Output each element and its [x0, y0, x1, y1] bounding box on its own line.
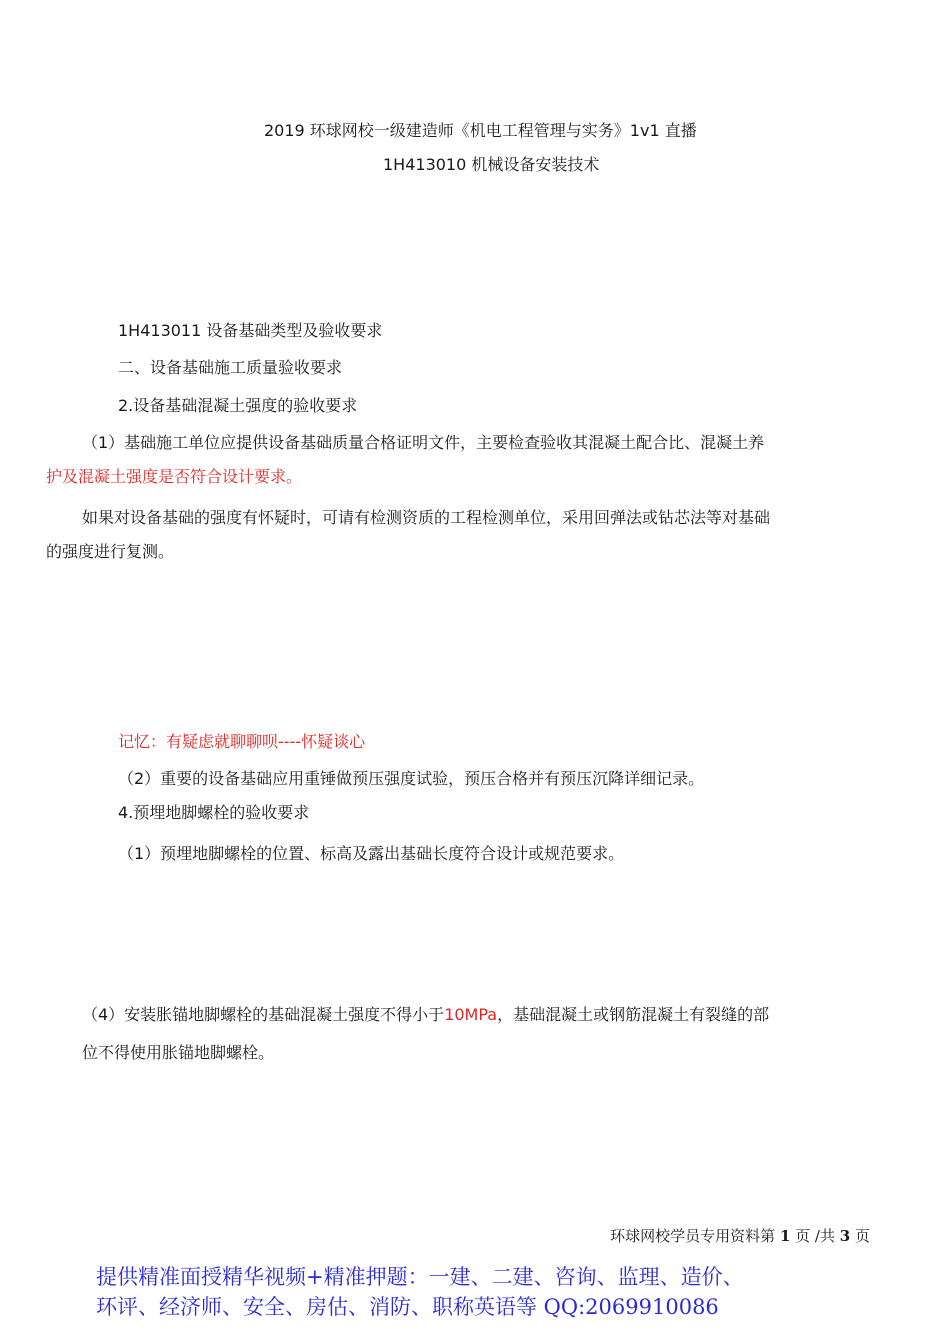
strength-value-highlight: 10MPa [444, 1005, 498, 1024]
paragraph-4: （1）预埋地脚螺栓的位置、标高及露出基础长度符合设计或规范要求。 [118, 844, 625, 863]
page-footer [610, 1225, 870, 1247]
paragraph-5-line-1 [82, 1004, 769, 1026]
footer-middle: 页 /共 [795, 1227, 835, 1245]
doc-subtitle: 1H413010 机械设备安装技术 [383, 155, 600, 174]
paragraph-2-line-1: 如果对设备基础的强度有怀疑时，可请有检测资质的工程检测单位，采用回弹法或钻芯法等对基础 [82, 508, 771, 527]
paragraph-1-line-1: （1）基础施工单位应提供设备基础质量合格证明文件，主要检查验收其混凝土配合比、混凝土养 [82, 433, 765, 452]
paragraph-5-line-2: 位不得使用胀锚地脚螺栓。 [82, 1043, 275, 1062]
footer-prefix: 环球网校学员专用资料第 [610, 1227, 776, 1245]
promo-line-1: 提供精准面授精华视频+精准押题：一建、二建、咨询、监理、造价、 [96, 1265, 744, 1289]
paragraph-2-line-2: 的强度进行复测。 [46, 542, 175, 561]
paragraph-5-suffix: ，基础混凝土或钢筋混凝土有裂缝的部 [497, 1005, 770, 1024]
item-2-heading: 2.设备基础混凝土强度的验收要求 [118, 396, 358, 415]
subsection-heading: 二、设备基础施工质量验收要求 [118, 358, 343, 377]
promo-line-2: 环评、经济师、安全、房估、消防、职称英语等 QQ:2069910086 [96, 1295, 719, 1319]
paragraph-5-prefix: （4）安装胀锚地脚螺栓的基础混凝土强度不得小于 [82, 1005, 445, 1024]
section-heading: 1H413011 设备基础类型及验收要求 [118, 321, 383, 340]
doc-title: 2019 环球网校一级建造师《机电工程管理与实务》1v1 直播 [264, 121, 697, 140]
footer-page-number: 1 [779, 1227, 791, 1245]
paragraph-3: （2）重要的设备基础应用重锤做预压强度试验，预压合格并有预压沉降详细记录。 [118, 769, 705, 788]
paragraph-1-line-2: 护及混凝土强度是否符合设计要求。 [46, 467, 303, 486]
memory-tip: 记忆：有疑虑就聊聊呗----怀疑谈心 [118, 732, 366, 751]
footer-total-pages: 3 [839, 1227, 851, 1245]
footer-suffix: 页 [854, 1227, 870, 1245]
item-4-heading: 4.预埋地脚螺栓的验收要求 [118, 803, 310, 822]
